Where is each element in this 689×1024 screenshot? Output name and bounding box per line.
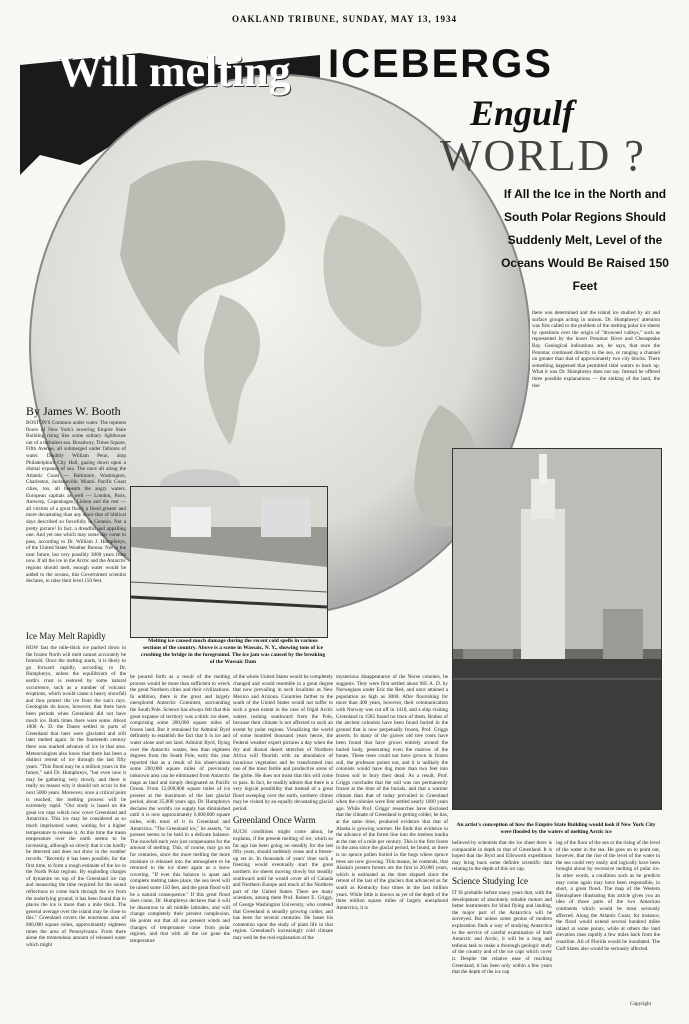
deck: If All the Ice in the North and South Polar Regions Should Suddenly Melt, Level of the Oceans Would Be Raised 150 Feet [501, 187, 669, 293]
headline-part1: Will melting [58, 47, 291, 96]
column-5 [452, 840, 552, 1008]
headline-part4: WORLD ? [440, 131, 646, 180]
column-1b-text: HOW fast the mile-thick ice packed down in the frozen North will melt cannot accurately be foretold. Once the melting starts, it is likely to go forward rapidly, according to Dr. Humphreys, unless the equilibrium of the earth's crust is restored by some natural occurrence, such as a number of volcanic eruptions, which would cause a heavy snowfall and thus protect the ice from the sun's rays. Geologists do know, however, that there have been periods when Greenland did not have much ice. Both times there were some. About 1000 A. D. the Danes settled in parts of Greenland that later were glaciated and still later melted again. In the fourteenth century there was marked advance of ice in that area. Meteorologists also know that there has been a distinct retreat of ice through the last fifty years. "This flood may be a million years in the future," said Dr. Humphreys, "but even now it may be gathering very slowly, and there is really no reason why it should not occur in the next 5000 years. Moreover, once a critical point is reached, the melting process will be extremely rapid. "Our study is based on the great ice caps which now cover Greenland and Antarctica. This ice may be considered as so much imprisoned water, waiting for a higher temperature to release it. At this time the mean temperature over the earth seems to be increasing, although so slowly that it can hardly be detected and does not show in the weather records. "Recently it has been possible, for the first time, to form a rough estimate of the ice in the North Polar regions. By exploding charges of dynamite on top of the Greenland ice cap and measuring the time required for the sound reflections to come back through the ice from the underlying ground, it has been found that in places the ice is more than a mile thick. The general average over the island may be close to this." Greenland covers the enormous area of 800,000 square miles, approximately eighteen times the area of Pennsylvania. From there alone the tremendous amount of released water which might [26, 645, 126, 948]
subhead-greenland: Greenland Once Warm [233, 815, 316, 826]
subhead-ice-may-melt: Ice May Melt Rapidly [26, 631, 106, 641]
photo-wassaic-image [131, 487, 327, 637]
column-3 [233, 674, 333, 1008]
photo-empire-state [452, 448, 662, 810]
column-3-text: of the whole United States would be completely changed and would resemble in a great degree that now prevailing in such localities as New Mexico and Arizona. Countries farther to the south of the United States would not suffer to such a great extent in the case of frigid Arctic waters rushing southward from the Pole, because their climate is not affected to such an extent by polar regions. Visualizing the world of some hundred thousand years hence, the Federal weather expert pictures a day when the dry and dismal desert stretches of Northern Africa will flourish with an abundance of luxurious vegetation and be transformed into one of the most fertile and productive areas of the globe. He does not insist that this will come to pass. In fact, he readily admits that there is a very logical possibility that instead of a great flood sweeping over the earth, northern climes may be visited by an equally devastating glacial period. [233, 674, 333, 812]
photo-empire-state-caption: An artist's conception of how the Empire State Building would look if New York City were flooded by the waters of melting Arctic ice [456, 822, 656, 835]
masthead: OAKLAND TRIBUNE, SUNDAY, MAY 13, 1934 [231, 14, 458, 24]
photo-wassaic-caption: Melting ice caused much damage during the recent cold spells in various sections of the country. Above is a scene in Wassaic, N. Y., showing tons of ice crushing the bridge in the foreground. The ice jam was caused by the breaking of the Wassaic Dam [140, 638, 326, 665]
byline: By James W. Booth [26, 404, 121, 418]
photo-wassaic [130, 486, 328, 638]
column-5-text: believed by scientists that the ice sheet there is comparable in depth to that of Greenland. It is hoped that the Byrd and Ellsworth expeditions may bring back some definite scientific data relating to the depth of this ice cap. [452, 840, 552, 873]
column-6: ing of the floor of the sea or the rising of the level of the water in the sea. He goes on to point out, however, that the rise of the level of the water in the sea could very easily and logically have been brought about by excessive melting of polar ice. In other words, a condition such as he predicts may come again may have been responsible, in short, a great flood. The map of the Western Hemisphere illustrating this article gives you an idea of those parts of the two American continents which would be most seriously affected. Along the Atlantic Coast, for instance, the flood would extend several hundred miles inland at some points, while at others the land elevation rises rapidly a few miles back from the coastline. All of Florida would be inundated. The Gulf States also would be seriously affected. [556, 840, 660, 952]
column-4: mysterious disappearance of the Norse colonies, he suggests. They were first settled about 985 A. D. by Norwegians under Eric the Red, and once attained a population as high as 3000. After flourishing for more than 400 years, however, their communication with Norway was cut off in 1410, and a ship visiting Greenland in 1585 found no trace of them. Bodies of the ancient colonists have been found buried in the ground that is now perpetually frozen, Prof. Griggs asserts. In many of the graves old tree roots have been found that have grown entirely around the buried body, penetrating even the marrow of the bones. These trees could not have grown in frozen soil, the professor points out, and it is unlikely the colonists would have dug more than two feet into frozen soil to bury their dead. As a result, Prof. Griggs concludes that the soil was not permanently frozen at the time of the burials, and that a warmer climate than that of today prevailed in Greenland when the colonies were first settled nearly 1000 years ago. While Prof. Griggs' researches have disclosed that the climate of Greenland is getting colder, he has, at the same time, produced evidence that that of Alaska is growing warmer. He finds this evidence in the advance of the forest line into the treeless tundra at the rate of a mile per century. This is the first forest in the area since the glacial period, he found, as there is no spruce pollen buried in the bogs where spruce trees are now growing. This means, he contends, that Alaska's present forests are the first in 20,000 years, which is estimated as the time elapsed since the retreat of the last of the glaciers that advanced as far south as Kentucky four times in the last million years. While little is known as yet of the depth of the three million square miles of largely unexplored Antarctica, it is [336, 674, 448, 911]
subhead-science: Science Studying Ice [452, 875, 528, 886]
column-1 [26, 420, 126, 626]
column-5b-text: IT IS probable before many years that, with the development of absolutely reliable motors and better instruments for blind flying and landing, the major part of the Antarctica will be surveyed. But unless some genius of modern exploration finds a way of studying Antarctica to the service of careful examination of both Antarctic and Arctic, it will be a long and tedious task to make a thorough geologic study of the country and of the ice caps which cover it. Despite the relative ease of reaching Greenland, it has been only within a few years that the depth of the ice cap [452, 889, 552, 976]
column-1b [26, 628, 126, 1008]
headline-part3: Engulf [470, 93, 575, 133]
footer-copyright: Copyright [630, 1001, 652, 1007]
column-top-right: there was determined and the island ice studied by air and surface groups acting in unison. Dr. Humphreys' attention was first called to the problem of the melting polar ice sheets by questions over the origin of "drowned valleys," such as represented by the lower Potomac River and Chesapeake Bay. Geological indications are, he says, that once the Potomac continued directly to the sea, or ranging a channel on greater than that of approximately two city blocks. There something happened that permitted tidal waters to back up. What it was Dr. Humphreys does not say. Instead he offered three possible explanations — the sinking of the land, the rise [532, 310, 660, 389]
column-3b-text: SUCH conditions might come about, he explains, if the present melting of ice, which so far ago has been going on steadily for the last fifty years, should suddenly cease and a freeze-up set in. In thousands of years' time such a freezing would eventually start the great northern ice sheets moving slowly but steadily southward until he would cover all of Canada and Northern Europe and much of the Northern part of the United States. There are many scientists, among them Prof. Robert E. Griggs, of George Washington University, who contend that Greenland is steadily growing colder, and has been for several centuries. He bases his contention upon the study of plant life in that region. Greenland's increasingly cold climate may well be the real explanation of the [233, 829, 333, 941]
headline-part2: ICEBERGS [328, 42, 553, 86]
column-1-text: BOSTON'S Common under water. The topmost floors of New York's towering Empire State Building rising like some solitary lighthouse out of a turbulent sea. Broadway, Times Square, Fifth Avenue, all submerged under fathoms of water. Doubtly William Penn, atop Philadelphia's City Hall, gazing down upon a dismal expanse of sea. The once all along the Atlantic Coast — Baltimore, Washington, Charleston, Jacksonville, Miami. Pacific Coast cities, too, all beneath the angry waters. European capitals as well — London, Paris, Antwerp, Copenhagen, Lisbon and the rest — all victims of a great flood, a flood greater and more devastating than any since that of biblical days described so forcefully in Genesis. Not a pretty picture! In fact, a dreadful and appalling one. And yet one which may some day come to pass, according to Dr. William J. Humphreys, of the United States Weather Bureau. Not in the near future, but very possibly 3000 years from now. If all the ice in the Arctic and the Antarctic regions should melt, enough water would be added to the oceans, this Government scientist declares, to raise their level 150 feet. [26, 420, 126, 585]
photo-empire-state-image [453, 449, 661, 809]
column-2: be poured forth as a result of the melting process would be more than sufficient to wreck the great Northern cities and their civilizations. In addition, there is the great and largely unexplored Antarctic Continent, surrounding the South Pole. Science has always felt that this great expanse of territory was a thick ice sheet, comprising some 200,000 square miles of frozen land. But it remained for Admiral Byrd definitely to establish the fact that it is ice and water alone and not land. Admiral Byrd, flying over the Antarctic wastes, less than eighteen degrees from the South Pole, early this year reported that as a result of his observations some 200,000 square miles of previously unknown area can be eliminated from Antarctic maps as land and simply designated as Pacific Ocean. From 12,000,000 square miles of ice present at the maximum of the last glacial period, about 25,000 years ago, Dr. Humphreys declares the world's ice supply has diminished until it is now approximately 6,000,000 square miles, with most of it in Greenland and Antarctica. "The Greenland ice," he asserts, "at present seems to be held in a delicate balance. The snowfall each year just compensates for the amount of melting. This, of course, may go on for centuries, since the more melting the more moisture is released into the atmosphere to be returned to the ice sheet again as a snow covering. "If ever this balance is upset and complete melting takes place, the sea level will be raised some 150 feet, and the great flood will be a natural consequence." If this great flood does come, Dr. Humphreys declares that it will be disastrous to all middle latitudes, and will change completely their present complexion. He points out that all our present winds and changes of temperature come from polar regions, and that with all the ice gone the temperature [130, 674, 230, 944]
